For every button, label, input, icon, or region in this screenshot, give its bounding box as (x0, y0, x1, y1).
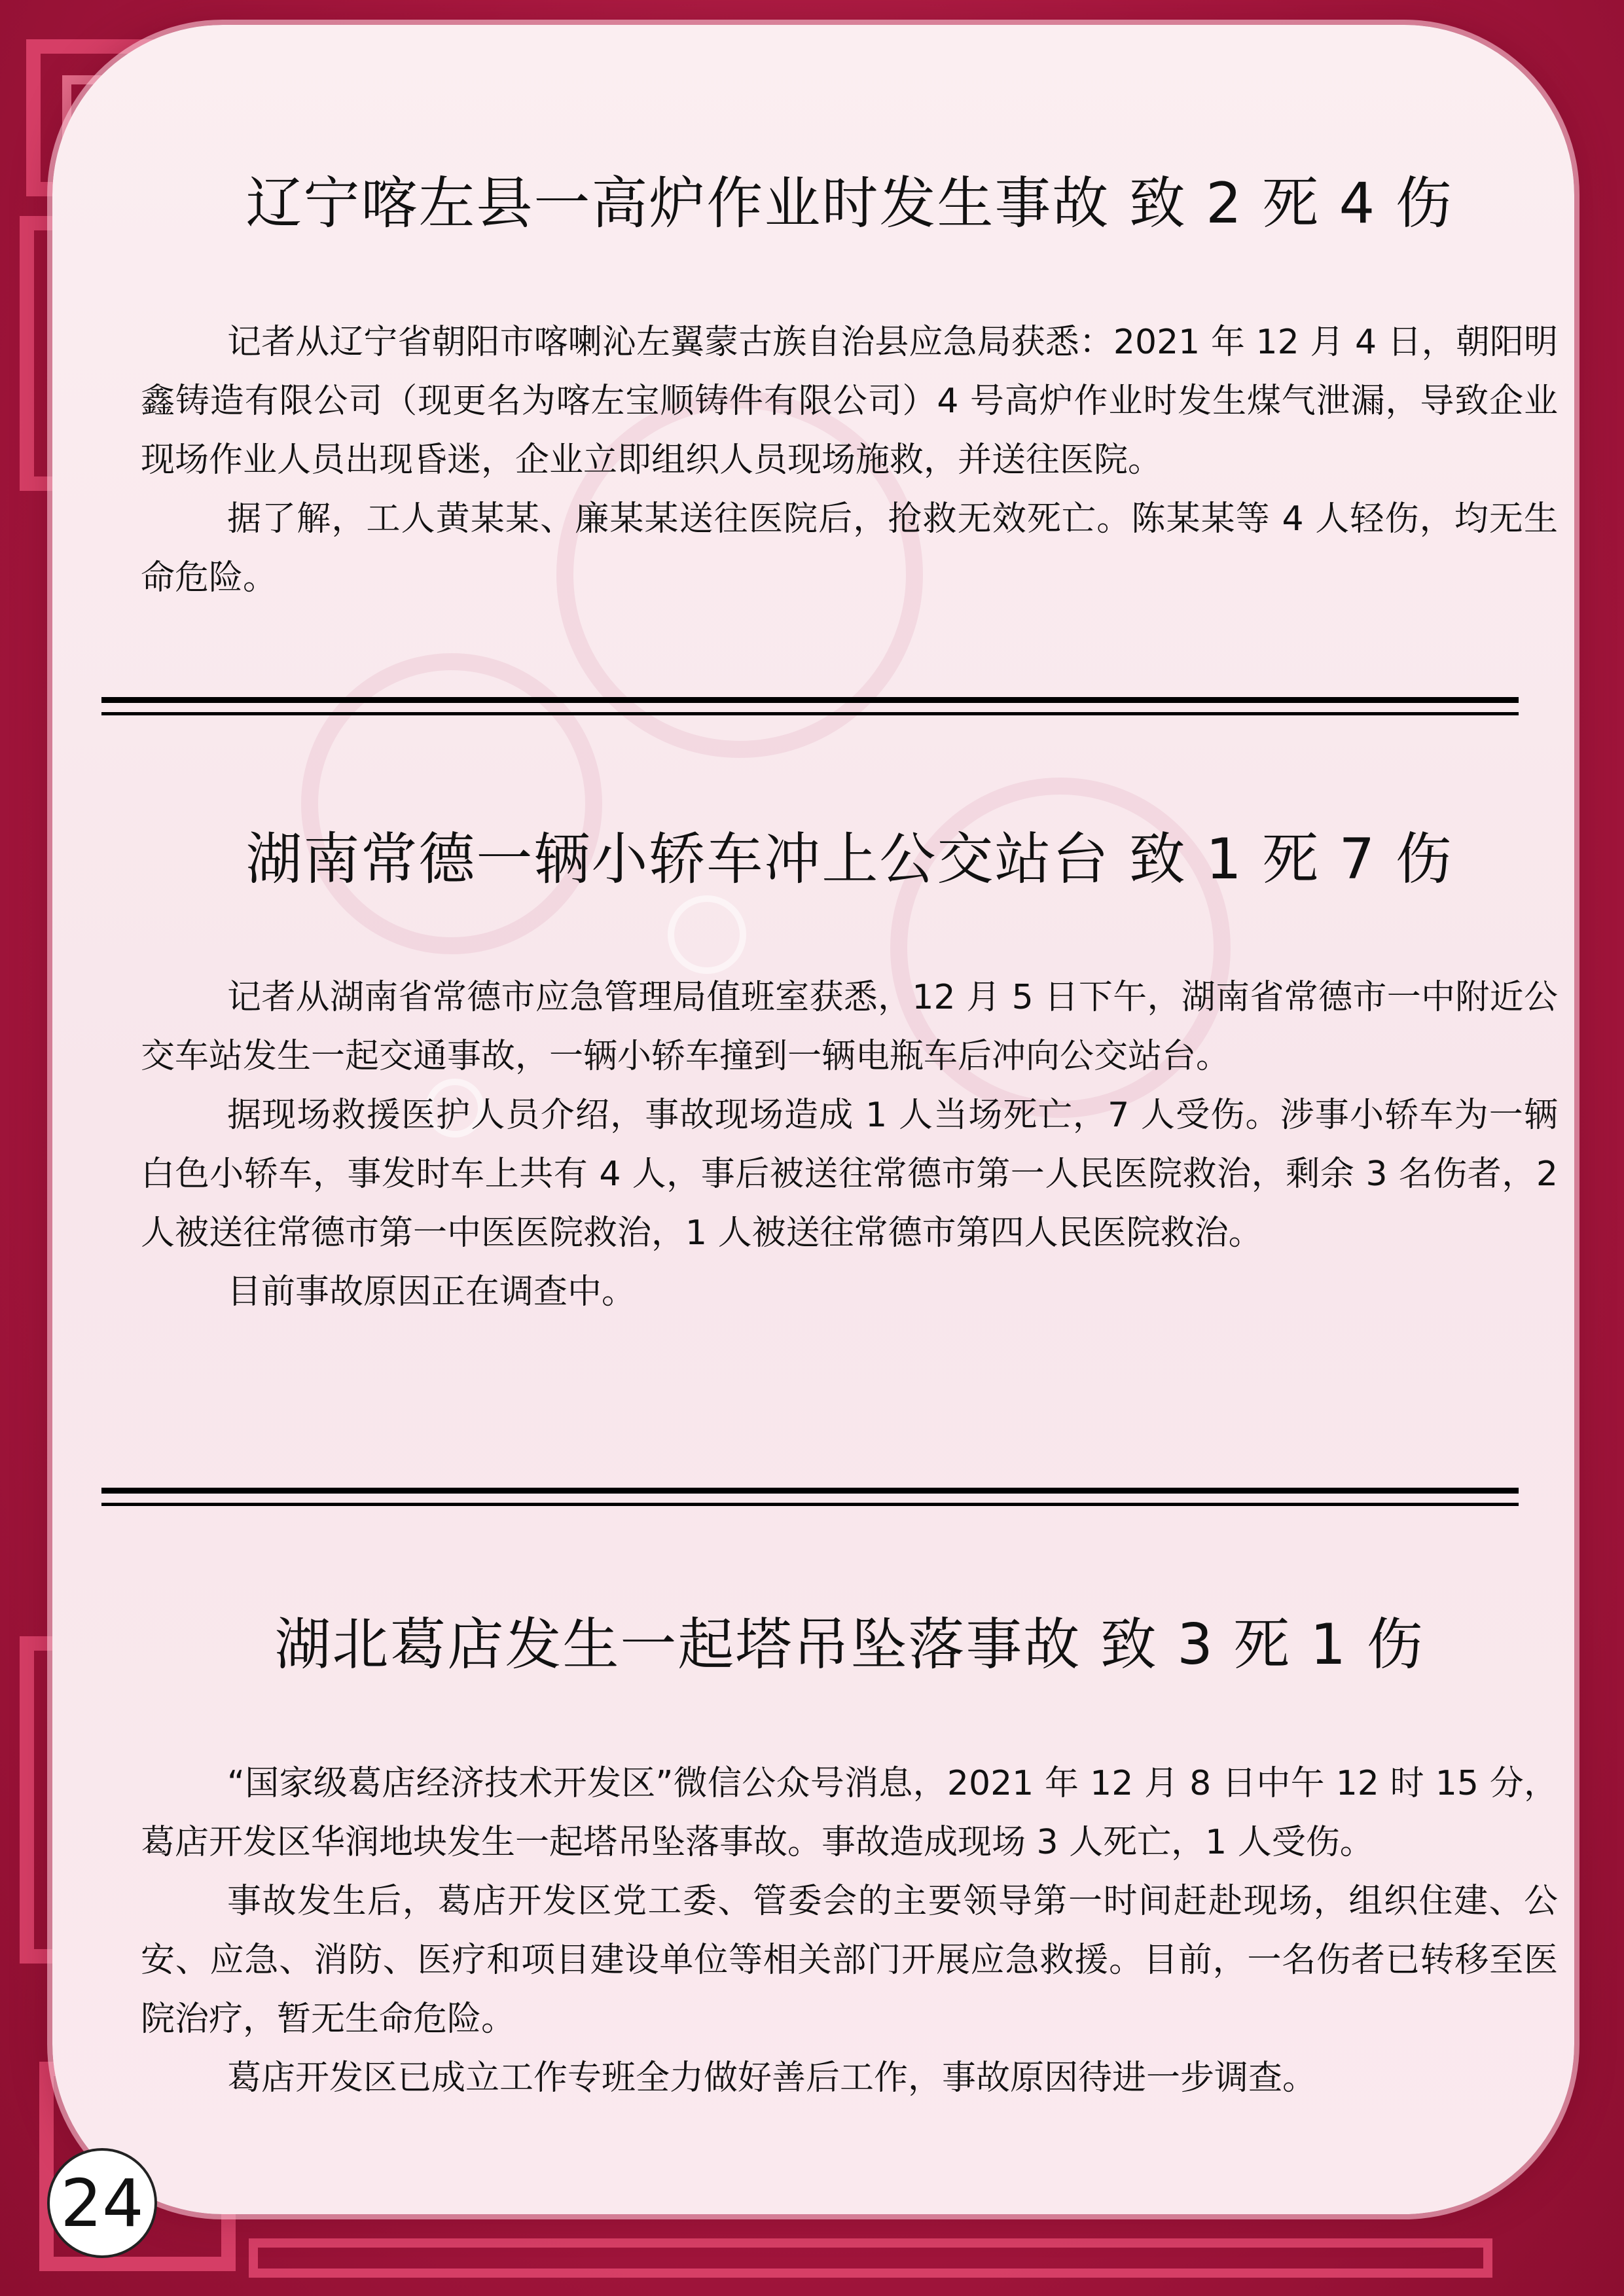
content-panel (52, 25, 1574, 2214)
fret-pattern-bottom-strip (249, 2238, 1492, 2278)
article-1-paragraph: 据了解，工人黄某某、廉某某送往医院后，抢救无效死亡。陈某某等 4 人轻伤，均无生命危险。 (141, 499, 1558, 598)
article-3-paragraph: 葛店开发区已成立工作专班全力做好善后工作，事故原因待进一步调查。 (227, 2058, 1317, 2098)
article-3-headline: 湖北葛店发生一起塔吊坠落事故 致 3 死 1 伤 (274, 1612, 1424, 1677)
article-1-headline: 辽宁喀左县一高炉作业时发生事故 致 2 死 4 伤 (245, 171, 1453, 236)
article-2-headline: 湖南常德一辆小轿车冲上公交站台 致 1 死 7 伤 (245, 827, 1453, 892)
article-3-paragraph: 事故发生后，葛店开发区党工委、管委会的主要领导第一时间赶赴现场，组织住建、公安、应急、消防、医疗和项目建设单位等相关部门开展应急救援。目前，一名伤者已转移至医院治疗，暂无生命危险。 (141, 1882, 1558, 2039)
article-3 (141, 1599, 1558, 2108)
article-2-paragraph: 记者从湖南省常德市应急管理局值班室获悉，12 月 5 日下午，湖南省常德市一中附近公交车站发生一起交通事故，一辆小轿车撞到一辆电瓶车后冲向公交站台。 (141, 978, 1558, 1076)
article-1 (141, 158, 1558, 607)
article-2-paragraph: 据现场救援医护人员介绍，事故现场造成 1 人当场死亡，7 人受伤。涉事小轿车为一辆白色小轿车，事发时车上共有 4 人，事后被送往常德市第一人民医院救治，剩余 3 名伤者，2 人被送往常德市第一中医医院救治，1 人被送往常德市第四人民医院救治。 (141, 1096, 1558, 1253)
article-1-paragraph: 记者从辽宁省朝阳市喀喇沁左翼蒙古族自治县应急局获悉：2021 年 12 月 4 日，朝阳明鑫铸造有限公司（现更名为喀左宝顺铸件有限公司）4 号高炉作业时发生煤气泄漏，导致企业现场作业人员出现昏迷，企业立即组织人员现场施救，并送往医院。 (141, 323, 1558, 480)
page-number: 24 (47, 2148, 157, 2258)
article-2-paragraph: 目前事故原因正在调查中。 (227, 1272, 636, 1312)
section-divider-2 (101, 1488, 1519, 1506)
article-2 (141, 814, 1558, 1321)
section-divider-1 (101, 697, 1519, 715)
article-3-paragraph: “国家级葛店经济技术开发区”微信公众号消息，2021 年 12 月 8 日中午 12 时 15 分，葛店开发区华润地块发生一起塔吊坠落事故。事故造成现场 3 人死亡，1 人受伤。 (141, 1764, 1558, 1862)
